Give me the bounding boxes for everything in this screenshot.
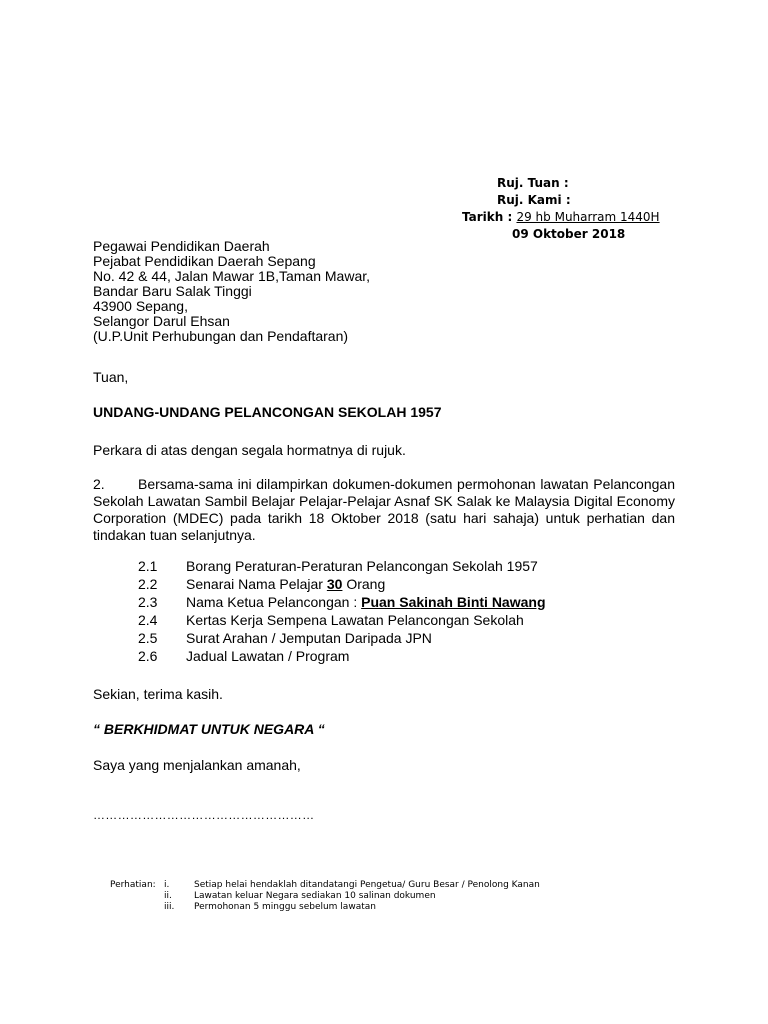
tarikh-hijri: 29 hb Muharram 1440H xyxy=(516,210,660,224)
item-text: Jadual Lawatan / Program xyxy=(186,648,350,664)
address-line: No. 42 & 44, Jalan Mawar 1B,Taman Mawar, xyxy=(93,268,371,284)
attachment-list xyxy=(138,557,546,665)
list-item xyxy=(138,575,546,593)
list-item xyxy=(138,647,546,665)
item-number: 2.5 xyxy=(138,630,158,646)
paragraph-2 xyxy=(93,476,675,544)
item-number: 2.4 xyxy=(138,612,158,628)
address-line: 43900 Sepang, xyxy=(93,298,188,314)
recipient-address xyxy=(93,239,370,344)
tarikh-row xyxy=(462,209,702,226)
address-line: Bandar Baru Salak Tinggi xyxy=(93,283,252,299)
list-item xyxy=(138,593,546,611)
student-count: 30 xyxy=(326,576,343,592)
note-text: Setiap helai hendaklah ditandatangi Pengetua/ Guru Besar / Penolong Kanan xyxy=(194,880,540,890)
note-number: i. xyxy=(164,880,170,890)
tarikh-masihi: 09 Oktober 2018 xyxy=(512,227,626,241)
note-row xyxy=(110,880,540,891)
item-text-pre: Senarai Nama Pelajar xyxy=(186,576,327,592)
item-text-pre: Nama Ketua Pelancongan : xyxy=(186,594,362,610)
note-row xyxy=(110,902,540,913)
salutation: Tuan, xyxy=(93,369,129,385)
address-line: (U.P.Unit Perhubungan dan Pendaftaran) xyxy=(93,328,349,344)
item-text: Surat Arahan / Jemputan Daripada JPN xyxy=(186,630,432,646)
list-item xyxy=(138,611,546,629)
ruj-kami: Ruj. Kami : xyxy=(497,193,571,207)
tarikh-label: Tarikh : xyxy=(462,210,513,224)
item-number: 2.2 xyxy=(138,576,158,592)
item-text: Borang Peraturan-Peraturan Pelancongan Sekolah 1957 xyxy=(186,558,538,574)
item-text xyxy=(186,593,546,611)
paragraph-1: Perkara di atas dengan segala hormatnya di rujuk. xyxy=(93,442,406,458)
item-text xyxy=(186,575,385,593)
paragraph-number: 2. xyxy=(93,476,105,492)
item-text: Kertas Kerja Sempena Lawatan Pelancongan Sekolah xyxy=(186,612,524,628)
note-text: Permohonan 5 minggu sebelum lawatan xyxy=(194,902,376,912)
list-item xyxy=(138,557,546,575)
notes-label-spacer xyxy=(110,891,164,902)
paragraph-2-text: Bersama-sama ini dilampirkan dokumen-dokumen permohonan lawatan Pelancongan Sekolah Lawatan Sambil Belajar Pelajar-Pelajar Asnaf SK Salak ke Malaysia Digital Economy Corporation (MDEC) pada tarikh 18 Oktober 2018 (satu hari sahaja) untuk perhatian dan tindakan tuan selanjutnya. xyxy=(93,476,675,543)
ruj-tuan: Ruj. Tuan : xyxy=(497,176,569,190)
note-number: iii. xyxy=(164,902,175,912)
notes-block xyxy=(110,880,540,913)
notes-label-spacer xyxy=(110,902,164,913)
note-row xyxy=(110,891,540,902)
list-item xyxy=(138,629,546,647)
note-number: ii. xyxy=(164,891,172,901)
address-line: Pegawai Pendidikan Daerah xyxy=(93,238,270,254)
item-number: 2.1 xyxy=(138,558,158,574)
item-number: 2.3 xyxy=(138,594,158,610)
reference-block xyxy=(462,175,702,243)
leader-name: Puan Sakinah Binti Nawang xyxy=(361,594,546,610)
signature-line: ……………………………………………… xyxy=(93,808,315,822)
letter-subject: UNDANG-UNDANG PELANCONGAN SEKOLAH 1957 xyxy=(93,404,442,420)
motto: “ BERKHIDMAT UNTUK NEGARA “ xyxy=(93,721,325,737)
notes-label: Perhatian: xyxy=(110,880,156,890)
item-number: 2.6 xyxy=(138,648,158,664)
address-line: Selangor Darul Ehsan xyxy=(93,313,230,329)
trust-line: Saya yang menjalankan amanah, xyxy=(93,757,301,773)
item-text-post: Orang xyxy=(342,576,386,592)
address-line: Pejabat Pendidikan Daerah Sepang xyxy=(93,253,316,269)
closing-line: Sekian, terima kasih. xyxy=(93,686,223,702)
note-text: Lawatan keluar Negara sediakan 10 salinan dokumen xyxy=(194,891,436,901)
